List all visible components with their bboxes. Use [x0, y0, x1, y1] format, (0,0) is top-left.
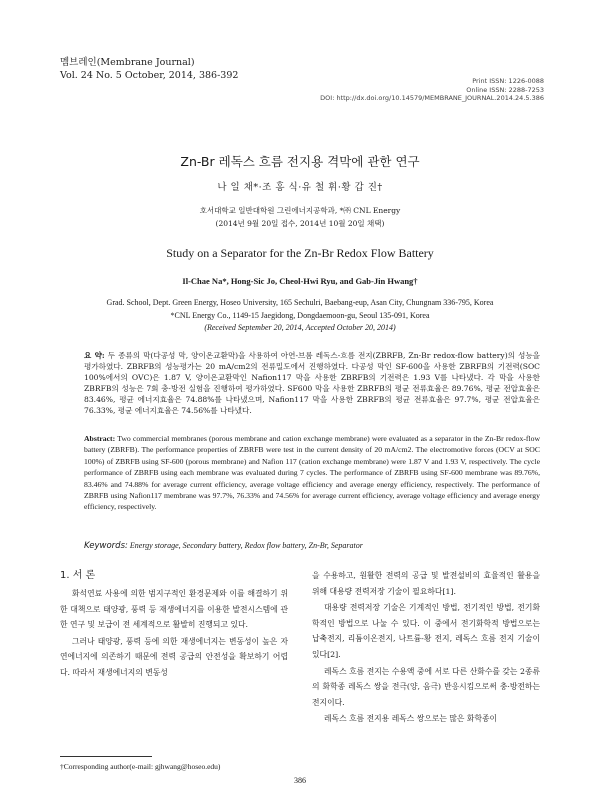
footnote-divider — [60, 756, 152, 757]
keywords — [84, 540, 540, 552]
korean-title: Zn-Br 레독스 흐름 전지용 격막에 관한 연구 — [180, 154, 420, 169]
print-issn: Print ISSN: 1226-0088 — [472, 77, 544, 85]
english-abstract-label: Abstract: — [84, 434, 116, 443]
journal-header — [60, 56, 238, 82]
body-paragraph: 대용량 전력저장 기술은 기계적인 방법, 전기적인 방법, 전기화학적인 방법으로 나눌 수 있다. 이 중에서 전기화학적 방법으로는 납축전지, 리튬이온전지, 나트륨-황 전지, 레독스 흐름 전지 기술이 있다[2]. — [312, 603, 540, 659]
body-paragraph: 을 수용하고, 원활한 전력의 공급 및 발전설비의 효율적인 활용을 위해 대용량 전력저장 기술이 필요하다[1]. — [312, 571, 540, 596]
body-paragraph: 화석연료 사용에 의한 범지구적인 환경문제와 이를 해결하기 위한 대책으로 태양광, 풍력 등 재생에너지를 이용한 발전시스템에 관한 연구 및 보급이 전 세계적으로 활발히 진행되고 있다. — [60, 589, 288, 630]
doi-link[interactable]: DOI: http://dx.doi.org/10.14579/MEMBRANE_JOURNAL.2014.24.5.386 — [320, 94, 544, 103]
english-abstract-text: Two commercial membranes (porous membrane and cation exchange membrane) were evaluated as a separator in the Zn-Br redox-flow battery (ZBRFB). The performance properties of ZBRFB were test in the current density of 20 mA/cm2. The electromotive forces (OCV at SOC 100%) of ZBRFB using SF-600 (porous membrane) and Nafion 117 (cation exchange membrane) were 1.87 V and 1.93 V, respectively. The cycle performance of ZBRFB using each membrane was evaluated during 7 cycles. The performance of ZBRFB using SF-600 membrane was 89.76%, 83.46% and 74.88% for average current efficiency, average voltage efficiency and average energy efficiency, respectively. The performance of ZBRFB using Nafion117 membrane was 97.7%, 76.33% and 74.56% for average current efficiency, average voltage efficiency and average energy efficiency, respectively. — [84, 434, 540, 512]
page-number: 386 — [294, 776, 306, 785]
body-column-left — [60, 586, 288, 682]
issn-block — [320, 77, 544, 103]
body-paragraph: 레독스 흐름 전지는 수용액 중에 서로 다른 산화수를 갖는 2종류의 화학종 레독스 쌍을 전극(양, 음극) 반응시킴으로써 충·방전하는 전지이다. — [312, 666, 540, 707]
footnote: †Corresponding author(e-mail: gjhwang@hoseo.edu) — [60, 762, 221, 771]
journal-name: 멤브레인(Membrane Journal) — [60, 57, 195, 68]
korean-abstract-text: 두 종류의 막(다공성 막, 양이온교환막)을 사용하여 아연-브롬 레독스-흐름 전지(ZBRFB, Zn-Br redox-flow battery)의 성능을 평가하였다. ZBRFB의 성능평가는 20 mA/cm2의 전류밀도에서 진행하였다. 다공성 막인 SF-600을 사용한 ZBRFB의 기전력(SOC 100%에서의 OVC)은 1.87 V, 양이온교환막인 Nafion117 막을 사용한 ZBRFB의 기전력은 1.93 V를 나타냈다. 각 막을 사용한 ZBRFB의 성능은 7회 충·방전 실험을 진행하여 평가하였다. SF600 막을 사용한 ZBRFB의 평균 전류효율은 89.76%, 평균 전압효율은 83.46%, 평균 에너지효율은 74.88%를 나타냈으며, Nafion117 막을 사용한 ZBRFB의 평균 전류효율은 97.7%, 평균 전압효율은 76.33%, 평균 에너지효율은 74.56%를 나타냈다. — [84, 351, 541, 415]
english-affiliation-block — [0, 297, 600, 335]
keywords-label: Keywords: — [84, 541, 128, 551]
section-heading: 1. 서 론 — [60, 570, 96, 581]
korean-affiliation: 호서대학교 일반대학원 그린에너지공학과, *㈜ CNL Energy — [199, 206, 401, 215]
english-affiliation-1: Grad. School, Dept. Green Energy, Hoseo University, 165 Sechulri, Baebang-eup, Asan City, Chungnam 336-795, Korea — [106, 298, 494, 307]
body-column-right — [312, 568, 540, 728]
korean-authors: 나 일 채*·조 홍 식·유 철 휘·황 갑 진† — [217, 182, 383, 193]
english-abstract — [84, 433, 540, 513]
korean-affiliation-block — [0, 204, 600, 230]
english-received: (Received September 20, 2014, Accepted October 20, 2014) — [204, 323, 396, 332]
english-affiliation-2: *CNL Energy Co., 1149-15 Jaegidong, Dongdaemoon-gu, Seoul 135-091, Korea — [170, 310, 430, 320]
body-paragraph: 그러나 태양광, 풍력 등에 의한 재생에너지는 변동성이 높은 자연에너지에 의존하기 때문에 전력 공급의 안전성을 확보하기 어렵다. 따라서 재생에너지의 변동성 — [60, 636, 288, 677]
korean-abstract — [84, 350, 540, 416]
online-issn: Online ISSN: 2288-7253 — [466, 85, 544, 94]
korean-received: (2014년 9월 20일 접수, 2014년 10월 20일 채택) — [215, 219, 385, 228]
keywords-text: Energy storage, Secondary battery, Redox flow battery, Zn-Br, Separator — [129, 541, 363, 550]
body-paragraph: 레독스 흐름 전지용 레독스 쌍으로는 많은 화학종이 — [324, 714, 498, 724]
journal-volume: Vol. 24 No. 5 October, 2014, 386-392 — [60, 70, 239, 81]
english-title: Study on a Separator for the Zn-Br Redox Flow Battery — [166, 246, 434, 260]
korean-abstract-label: 요 약: — [84, 351, 105, 360]
english-authors: Il-Chae Na*, Hong-Sic Jo, Cheol-Hwi Ryu, and Gab-Jin Hwang† — [182, 276, 418, 286]
